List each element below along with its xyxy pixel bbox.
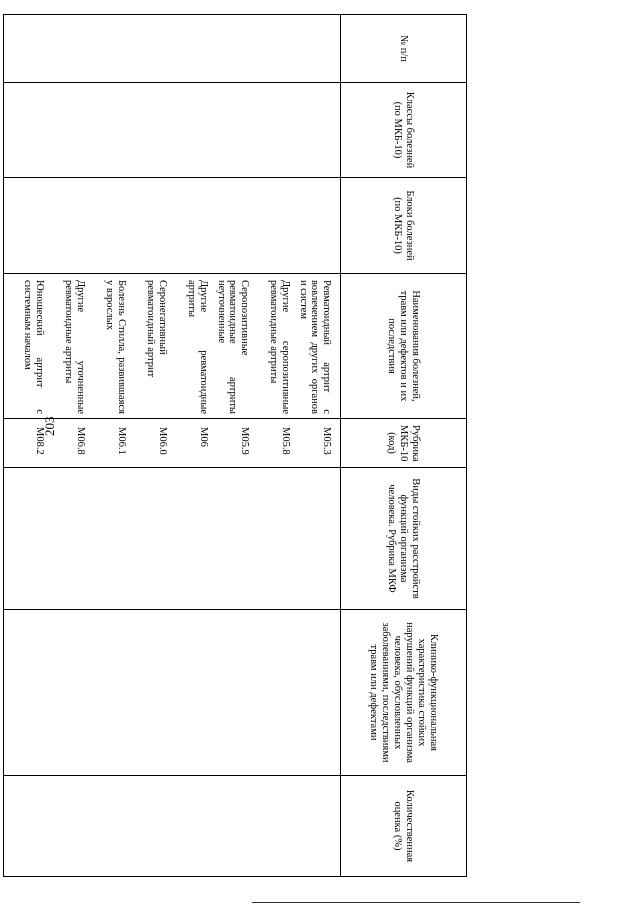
code-item: M05.9 (239, 427, 250, 455)
num-cell (4, 15, 341, 83)
diagnosis-item: Серопозитивные ревматоидные артриты неуточненные (216, 280, 250, 414)
bottom-divider (252, 902, 580, 903)
header-types: Виды стойких расстройств функций организма человека. Рубрика МКФ (341, 468, 467, 610)
diagnosis-item: Серонегативный ревматоидный артрит (145, 280, 168, 378)
diagnosis-item: Ревматоидный артрит с вовлечением других органов и систем (298, 280, 332, 414)
blocks-cell (4, 178, 341, 274)
diagnosis-item: Юношеский артрит с системным началом (22, 280, 45, 414)
header-blocks: Блоки болезней (по МКБ-10) (341, 178, 467, 274)
clinical-cell (4, 610, 341, 776)
code-item: M06.0 (157, 427, 168, 455)
code-item: M05.8 (280, 427, 291, 455)
diagnoses-cell (4, 274, 341, 419)
code-item: M06.1 (116, 427, 127, 455)
code-item: M06 (198, 427, 209, 447)
diagnosis-item: Другие серопозитивные ревматоидные артриты (268, 280, 291, 414)
classes-cell (4, 83, 341, 178)
body-row (4, 15, 341, 877)
code-item: M05.3 (321, 427, 332, 455)
header-row (341, 15, 467, 877)
header-num: № п/п (341, 15, 467, 83)
diagnosis-item: Другие ревматоидные артриты (186, 280, 209, 414)
code-item: M08.2 (34, 427, 45, 455)
header-rubric: Рубрика МКБ-10 (код) (341, 419, 467, 468)
diagnosis-item: Другие уточненные ревматоидные артриты (63, 280, 86, 414)
diagnosis-item: Болезнь Стилла, развившаяся у взрослых (104, 280, 127, 414)
code-item: M06.8 (75, 427, 86, 455)
header-clinical: Клинико-функциональная характеристика стойких нарушений функций организма человека, обусловленных заболеваниями, последствиями травм или дефектами (341, 610, 467, 776)
header-names: Наименования болезней, травм или дефектов и их последствия (341, 274, 467, 419)
types-cell (4, 468, 341, 610)
header-classes: Классы болезней (по МКБ-10) (341, 83, 467, 178)
classification-table (3, 14, 467, 877)
page-number: 203 (42, 416, 57, 436)
header-quant: Количественная оценка (%) (341, 776, 467, 877)
codes-cell (4, 416, 341, 468)
quant-cell (4, 776, 341, 877)
